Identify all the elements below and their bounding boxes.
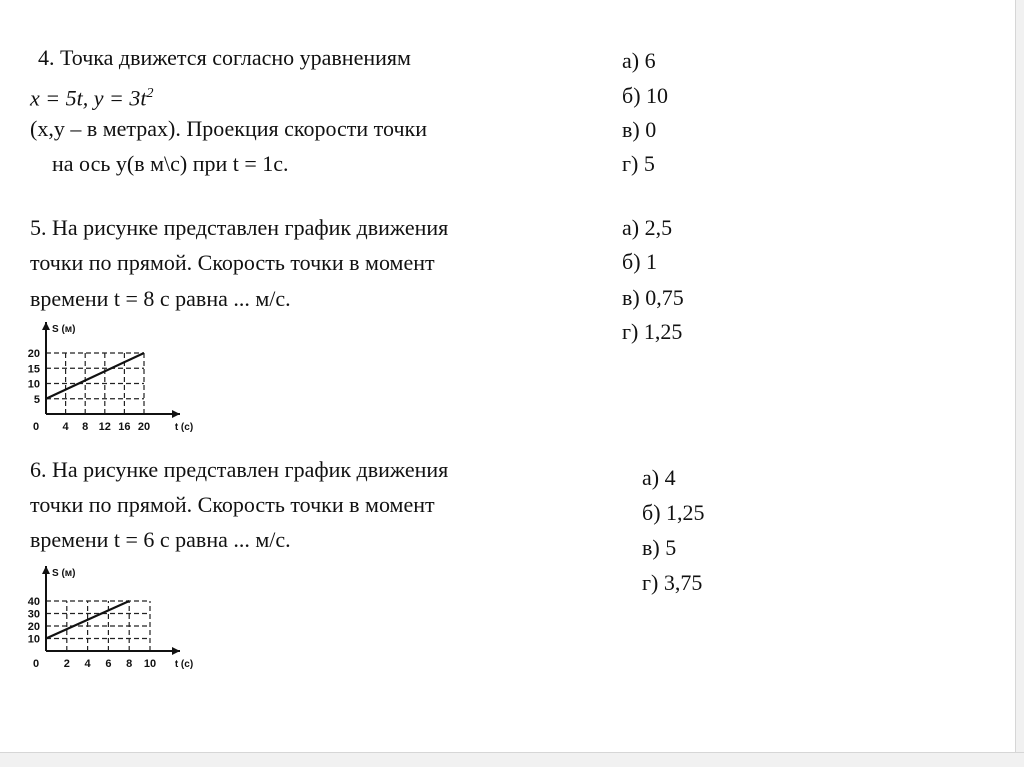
x-tick-label: 10 [143,658,157,670]
q6-answer-a: а) 4 [642,465,676,490]
y-tick-label: 5 [33,393,40,406]
x-axis-arrow [172,647,180,655]
y-tick-label: 20 [27,348,40,360]
y-tick-label: 15 [27,363,40,376]
q5-answer-a: а) 2,5 [622,215,673,240]
q5-line2: точки по прямой. Скорость точки в момент [30,250,435,275]
x-axis-label: t (с) [174,659,194,670]
q5-line3: времени t = 8 с равна ... м/с. [30,286,291,311]
q4-answer-g: г) 5 [622,151,655,176]
q6-line2: точки по прямой. Скорость точки в момент [30,492,435,517]
x-tick-label: 8 [126,658,133,670]
x-tick-label: 4 [84,658,91,670]
x-tick-label: 0 [32,421,40,433]
q4-answer-v: в) 0 [622,117,657,142]
y-tick-label: 20 [27,621,40,633]
q4-equation-exponent: 2 [146,86,154,101]
x-tick-label: 12 [98,421,111,433]
x-tick-label: 20 [137,421,151,433]
y-axis-arrow [42,566,50,574]
q4-equation [30,82,153,110]
slide-edge-right [1015,0,1024,767]
q6-graph [22,562,202,696]
q5-answer-b: б) 1 [622,249,658,274]
q4-line3: на ось y(в м\с) при t = 1с. [52,151,289,176]
q5-graph [22,318,200,452]
y-axis-arrow [42,322,50,330]
q6-answer-b: б) 1,25 [642,500,705,525]
x-tick-label: 4 [62,421,69,433]
x-tick-label: 0 [32,658,40,670]
q5-answer-v: в) 0,75 [622,285,684,310]
y-tick-label: 10 [27,633,40,646]
q5-line1: 5. На рисунке представлен график движения [30,215,449,240]
x-tick-label: 6 [105,658,112,670]
q6-answer-g: г) 3,75 [642,570,703,595]
q4-answer-b: б) 10 [622,83,669,108]
x-tick-label: 16 [118,421,131,433]
slide-edge-bottom [0,752,1024,767]
series-line [46,353,144,399]
q5-answer-g: г) 1,25 [622,319,683,344]
y-tick-label: 10 [27,378,40,391]
q6-line1: 6. На рисунке представлен график движения [30,457,449,482]
q4-line2: (x,y – в метрах). Проекция скорости точки [30,116,427,141]
y-axis-label: S (м) [52,324,76,335]
y-axis-label: S (м) [52,568,76,579]
y-tick-label: 40 [27,596,40,608]
y-tick-label: 30 [27,608,40,621]
x-axis-arrow [172,410,180,418]
q4-answer-a: а) 6 [622,48,656,73]
x-tick-label: 2 [63,658,70,670]
q4-equation-text: x = 5t, y = 3t [30,85,147,111]
x-axis-label: t (с) [174,422,194,433]
q4-title: 4. Точка движется согласно уравнениям [38,45,411,70]
x-tick-label: 8 [82,421,89,433]
q6-line3: времени t = 6 с равна ... м/с. [30,527,291,552]
q6-answer-v: в) 5 [642,535,677,560]
